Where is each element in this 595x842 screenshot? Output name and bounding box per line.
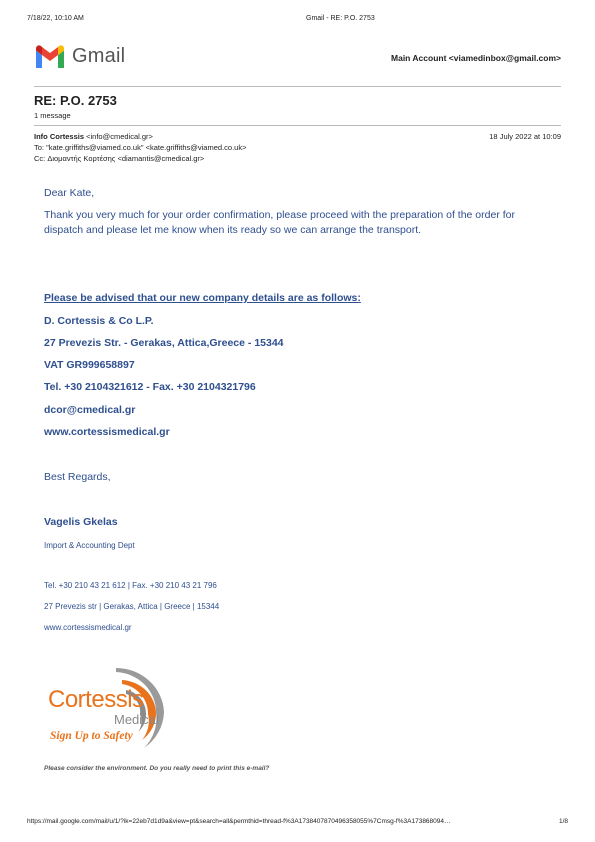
- signature-name: Vagelis Gkelas: [44, 516, 118, 528]
- notice-heading: Please be advised that our new company details are as follows:: [44, 292, 361, 304]
- body-paragraph: Thank you very much for your order confirmation, please proceed with the preparation of the order for dispatch and please let me know when its ready so we can arrange the transport.: [44, 209, 515, 236]
- thread-subject: RE: P.O. 2753: [34, 93, 117, 108]
- signature-phone: Tel. +30 210 43 21 612 | Fax. +30 210 43 21 796: [44, 581, 217, 590]
- company-address: 27 Prevezis Str. - Gerakas, Attica,Greece - 15344: [44, 337, 284, 349]
- message-from: [34, 132, 153, 141]
- print-title: Gmail - RE: P.O. 2753: [306, 15, 375, 22]
- sender-name: Info Cortessis: [34, 132, 85, 141]
- company-website-link[interactable]: www.cortessismedical.gr: [44, 426, 170, 438]
- greeting: Dear Kate,: [44, 187, 95, 199]
- signature-website-link[interactable]: www.cortessismedical.gr: [44, 623, 132, 632]
- closing: Best Regards,: [44, 471, 111, 483]
- company-email-link[interactable]: dcor@cmedical.gr: [44, 404, 136, 416]
- divider: [34, 125, 561, 126]
- divider: [34, 86, 561, 87]
- message-to: To: "kate.griffiths@viamed.co.uk" <kate.griffiths@viamed.co.uk>: [34, 143, 247, 152]
- logo-sub: Medical: [114, 712, 159, 727]
- print-page-number: 1/8: [558, 818, 568, 825]
- environment-disclaimer: Please consider the environment. Do you really need to print this e-mail?: [44, 765, 270, 772]
- cortessis-logo: [44, 660, 199, 752]
- signature-address: 27 Prevezis str | Gerakas, Attica | Greece | 15344: [44, 602, 220, 611]
- message-date: 18 July 2022 at 10:09: [489, 132, 561, 141]
- company-name: D. Cortessis & Co L.P.: [44, 315, 154, 327]
- message-cc: Cc: Διομαντής Κορτέσης <diamantis@cmedical.gr>: [34, 154, 205, 163]
- account-label: Main Account <viamedinbox@gmail.com>: [391, 53, 561, 63]
- message-count: 1 message: [34, 111, 71, 120]
- company-phone: Tel. +30 2104321612 - Fax. +30 2104321796: [44, 381, 256, 393]
- sender-email: <info@cmedical.gr>: [86, 132, 153, 141]
- print-datetime: 7/18/22, 10:10 AM: [27, 15, 84, 22]
- logo-tagline: Sign Up to Safety: [50, 730, 133, 742]
- gmail-logo-icon: [34, 44, 66, 68]
- print-url: https://mail.google.com/mail/u/1/?ik=22eb7d1d9a&view=pt&search=all&permthid=thread-f%3A1738407870496358055%7Cmsg-f%3A173868094…: [27, 818, 451, 825]
- signature-role: Import & Accounting Dept: [44, 541, 135, 550]
- company-vat: VAT GR999658897: [44, 359, 135, 371]
- logo-brand: Cortessis: [48, 686, 144, 713]
- gmail-wordmark: Gmail: [72, 45, 126, 67]
